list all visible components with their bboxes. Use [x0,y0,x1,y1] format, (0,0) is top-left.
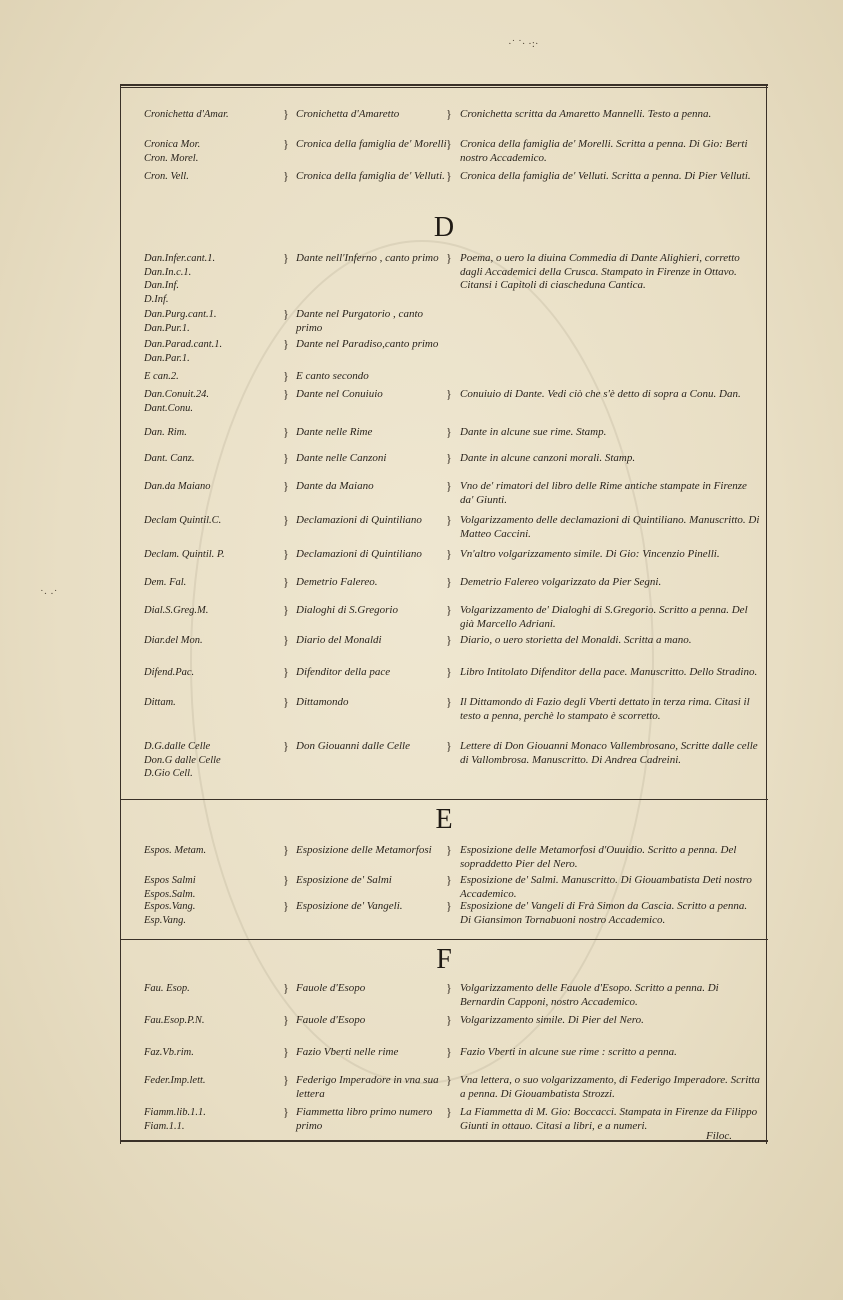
brace-left: } [283,169,289,183]
full-description: Esposizione de' Salmi. Manuscritto. Di Giouambatista Deti nostro Accademico. [460,874,752,900]
short-title: Demetrio Falereo. [296,576,378,588]
full-description: Fazio Vberti in alcune sue rime : scritto a penna. [460,1046,677,1058]
short-title: Cronichetta d'Amaretto [296,108,400,120]
full-description: Conuiuio di Dante. Vedi ciò che s'è detto di sopra a Conu. Dan. [460,388,741,400]
abbreviation: Espos.Vang. [144,901,196,912]
brace-right: } [446,843,452,857]
brace-left: } [283,369,289,383]
brace-right: } [446,873,452,887]
abbreviation: Dant.Conu. [144,402,194,414]
brace-right: } [446,547,452,561]
short-title: Federigo Imperadore in vna sua lettera [296,1074,439,1100]
abbreviation: Dant. Canz. [144,453,195,464]
short-title: Dittamondo [296,696,349,708]
abbreviation: Dan. Rim. [144,427,187,438]
full-description: Dante in alcune canzoni morali. Stamp. [460,452,636,464]
short-title: Dante nelle Rime [296,426,373,438]
brace-right: } [446,1073,452,1087]
abbreviation: Cronica Mor. [144,139,201,150]
brace-left: } [283,695,289,709]
brace-left: } [283,107,289,121]
short-title: Dante da Maiano [296,480,374,492]
full-description: Vna lettera, o suo volgarizzamento, di Federigo Imperadore. Scritta a penna. Di Giouambatista Strozzi. [460,1074,760,1100]
abbreviation: Dan.da Maiano [144,481,211,492]
abbreviation: D.G.dalle Celle [144,741,211,752]
abbreviation: Feder.Imp.lett. [144,1075,206,1086]
abbreviation: Dan.Conuit.24. [144,389,210,400]
full-description: Poema, o uero la diuina Commedia di Dante Alighieri, corretto dagli Accademici della Crusca. Stampato in Firenze in Ottavo. Citansi i Capitoli di ciascheduna Cantica. [460,252,740,291]
short-title: Dante nel Purgatorio , canto primo [296,308,423,334]
brace-left: } [283,603,289,617]
brace-right: } [446,251,452,265]
catchword: Filoc. [706,1130,732,1142]
abbreviation: Fau.Esop.P.N. [144,1015,205,1026]
brace-left: } [283,843,289,857]
brace-left: } [283,451,289,465]
section-letter-e: E [435,804,453,835]
full-description: Vn'altro volgarizzamento simile. Di Gio: Vincenzio Pinelli. [460,548,720,560]
brace-right: } [446,981,452,995]
full-description: Demetrio Falereo volgarizzato da Pier Segni. [460,576,662,588]
short-title: Fauole d'Esopo [296,1014,366,1026]
short-title: Esposizione de' Salmi [296,874,392,886]
full-description: Esposizione delle Metamorfosi d'Ouuidio. Scritto a penna. Del sopraddetto Pier del Nero. [460,844,737,870]
short-title: Fazio Vberti nelle rime [296,1046,399,1058]
short-title: Dante nelle Canzoni [296,452,387,464]
short-title: E canto secondo [296,370,369,382]
abbreviation: Cron. Vell. [144,171,189,182]
short-title: Don Giouanni dalle Celle [296,740,410,752]
abbreviation: Cronichetta d'Amar. [144,109,229,120]
brace-left: } [283,981,289,995]
brace-left: } [283,337,289,351]
abbreviation: Difend.Pac. [144,667,195,678]
abbreviation: Dan.Infer.cant.1. [144,253,216,264]
brace-right: } [446,1045,452,1059]
abbreviation: Dan.Par.1. [144,352,190,364]
brace-right: } [446,169,452,183]
brace-left: } [283,1073,289,1087]
full-description: Volgarizzamento delle Fauole d'Esopo. Scritto a penna. Di Bernardin Capponi, nostro Accademico. [460,982,719,1008]
full-description: Cronica della famiglia de' Velluti. Scritta a penna. Di Pier Velluti. [460,170,751,182]
brace-left: } [283,479,289,493]
short-title: Diario del Monaldi [296,634,382,646]
full-description: La Fiammetta di M. Gio: Boccacci. Stampata in Firenze da Filippo Giunti in ottauo. Citasi a libri, e a numeri. [460,1106,758,1132]
brace-left: } [283,137,289,151]
short-title: Dante nel Paradiso,canto primo [296,338,439,350]
abbreviation: Dan.In.c.1. [144,266,192,278]
full-description: Esposizione de' Vangeli di Frà Simon da Cascia. Scritto a penna. Di Giansimon Tornabuoni nostro Accademico. [460,900,748,926]
brace-right: } [446,665,452,679]
short-title: Esposizione delle Metamorfosi [296,844,432,856]
full-description: Dante in alcune sue rime. Stamp. [460,426,607,438]
section-letter-f: F [436,944,452,975]
abbreviation: Dan.Inf. [144,280,179,291]
brace-right: } [446,1105,452,1119]
short-title: Dialoghi di S.Gregorio [296,604,398,616]
brace-left: } [283,739,289,753]
brace-right: } [446,425,452,439]
abbreviation: Espos.Salm. [144,888,196,900]
brace-left: } [283,251,289,265]
brace-right: } [446,1013,452,1027]
abbreviation: Esp.Vang. [144,914,186,926]
abbreviation: D.Inf. [144,293,169,305]
left-border [120,84,121,1144]
full-description: Il Dittamondo di Fazio degli Vberti dettato in terza rima. Citasi il testo a penna, perchè lo stampato è scorretto. [460,696,750,722]
abbreviation: Dan.Parad.cant.1. [144,339,223,350]
brace-right: } [446,575,452,589]
brace-right: } [446,513,452,527]
brace-left: } [283,307,289,321]
brace-right: } [446,899,452,913]
brace-right: } [446,603,452,617]
abbreviation: Don.G dalle Celle [144,754,221,766]
brace-left: } [283,513,289,527]
brace-left: } [283,873,289,887]
abbreviation: Dan.Pur.1. [144,322,190,334]
left-margin-marks: ˙· ·˙ [40,588,58,600]
brace-right: } [446,739,452,753]
brace-right: } [446,695,452,709]
short-title: Cronica della famiglia de' Velluti. [296,170,445,182]
full-description: Volgarizzamento de' Dialoghi di S.Gregorio. Scritto a penna. Del già Marcello Adriani. [460,604,748,630]
full-description: Volgarizzamento delle declamazioni di Quintiliano. Manuscritto. Di Matteo Caccini. [460,514,760,540]
brace-left: } [283,547,289,561]
brace-left: } [283,1045,289,1059]
short-title: Fauole d'Esopo [296,982,366,994]
abbreviation: Dittam. [144,697,176,708]
brace-left: } [283,1105,289,1119]
full-description: Cronichetta scritta da Amaretto Mannelli. Testo a penna. [460,108,712,120]
abbreviation: Faz.Vb.rim. [144,1047,194,1058]
short-title: Difenditor della pace [296,666,391,678]
brace-left: } [283,665,289,679]
short-title: Dante nel Conuiuio [296,388,383,400]
abbreviation: Dan.Purg.cant.1. [144,309,217,320]
full-description: Cronica della famiglia de' Morelli. Scritta a penna. Di Gio: Berti nostro Accademico. [460,138,748,164]
full-description: Diario, o uero storietta del Monaldi. Scritta a mano. [460,634,692,646]
abbreviation: Fiamm.lib.1.1. [144,1107,206,1118]
abbreviation: Declam Quintil.C. [144,515,222,526]
short-title: Esposizione de' Vangeli. [296,900,403,912]
abbreviation: Espos Salmi [144,875,196,886]
abbreviation: D.Gio Cell. [144,768,193,779]
full-description: Libro Intitolato Difenditor della pace. Manuscritto. Dello Stradino. [460,666,758,678]
brace-right: } [446,633,452,647]
brace-right: } [446,387,452,401]
full-description: Volgarizzamento simile. Di Pier del Nero. [460,1014,644,1026]
abbreviation: Declam. Quintil. P. [144,549,225,560]
abbreviation: Dial.S.Greg.M. [144,605,209,616]
abbreviation: Espos. Metam. [144,845,207,856]
brace-left: } [283,633,289,647]
brace-left: } [283,425,289,439]
brace-right: } [446,107,452,121]
top-rule-inner [120,87,768,88]
index-table [120,84,768,1144]
abbreviation: Fau. Esop. [144,983,190,994]
section-rule-e [120,799,768,800]
abbreviation: E can.2. [144,371,179,382]
brace-left: } [283,575,289,589]
full-description: Lettere di Don Giouanni Monaco Vallembrosano, Scritte dalle celle di Vallombrosa. Manuscritto. Di Andrea Cadreini. [460,740,758,766]
top-margin-marks: ·˙ ˙· ·:· [508,38,539,50]
section-letter-d: D [433,212,455,243]
brace-right: } [446,451,452,465]
short-title: Declamazioni di Quintiliano [296,548,422,560]
brace-right: } [446,137,452,151]
brace-left: } [283,387,289,401]
brace-left: } [283,1013,289,1027]
abbreviation: Dem. Fal. [144,577,187,588]
short-title: Fiammetta libro primo numero primo [296,1106,433,1132]
bottom-rule [120,1140,768,1142]
top-rule [120,84,768,86]
abbreviation: Diar.del Mon. [144,635,203,646]
brace-right: } [446,479,452,493]
section-rule-f [120,939,768,940]
right-border [766,84,767,1144]
short-title: Cronica della famiglia de' Morelli [296,138,447,150]
abbreviation: Cron. Morel. [144,152,199,164]
short-title: Declamazioni di Quintiliano [296,514,422,526]
short-title: Dante nell'Inferno , canto primo [296,252,439,264]
full-description: Vno de' rimatori del libro delle Rime antiche stampate in Firenze da' Giunti. [460,480,747,506]
abbreviation: Fiam.1.1. [144,1120,185,1132]
brace-left: } [283,899,289,913]
